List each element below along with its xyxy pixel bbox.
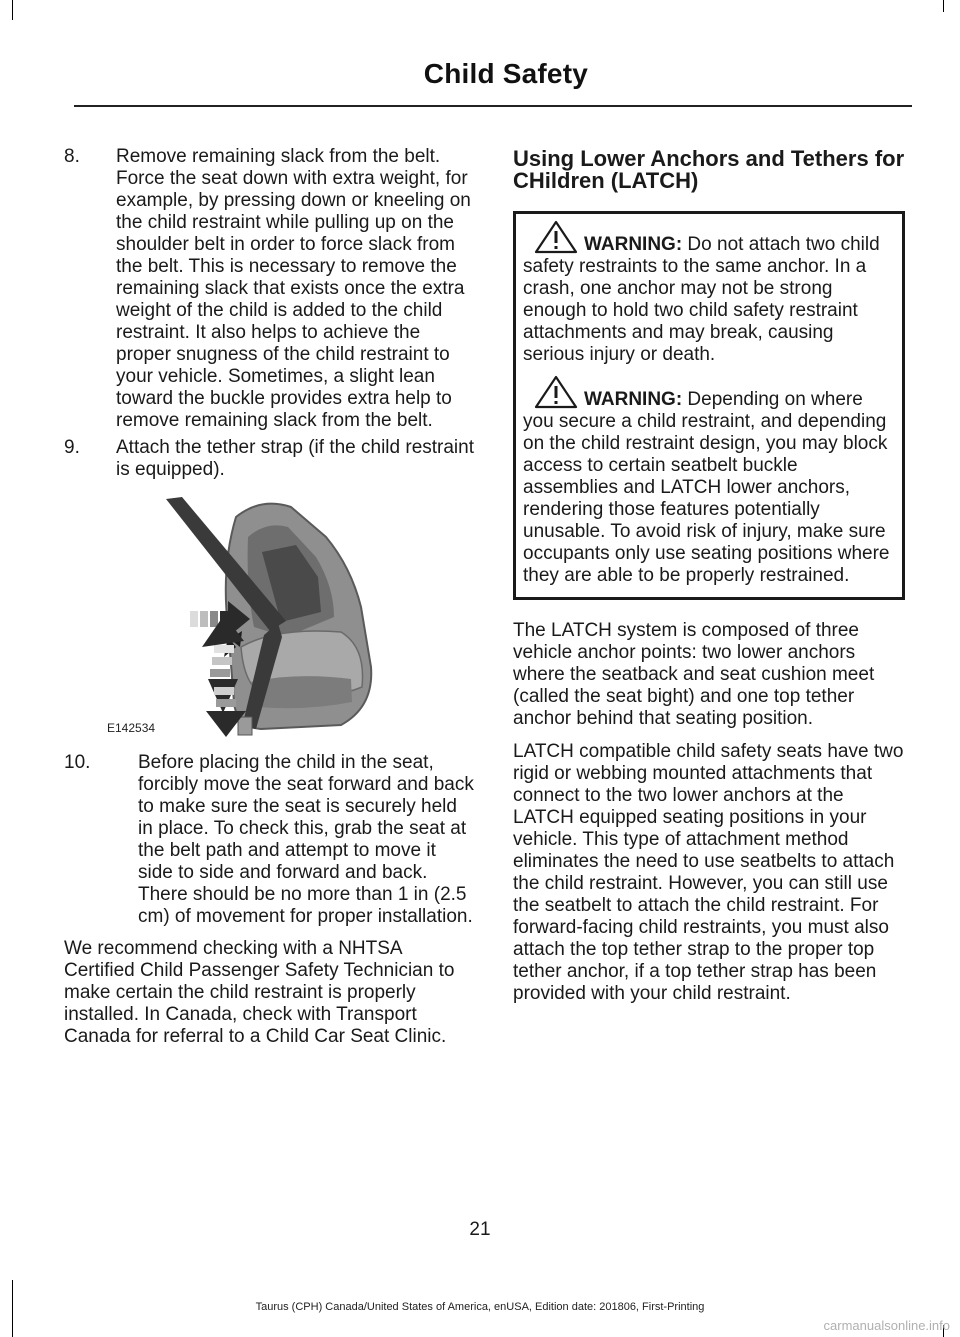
step-10: [64, 752, 474, 928]
step-text: Remove remaining slack from the belt. Force the seat down with extra weight, for example, by pressing down or kneeling on the child restraint while pulling up on the shoulder belt in order to force slack from the belt. This is necessary to remove the remaining slack that exists once the extra weight of the child is added to the child restraint. It also helps to achieve the proper snugness of the child restraint to your vehicle. Sometimes, a slight lean toward the buckle provides extra help to remove remaining slack from the belt.: [116, 146, 471, 431]
watermark: carmanualsonline.info: [823, 1318, 950, 1333]
page-number: 21: [469, 1219, 491, 1240]
step-number: 9.: [64, 437, 80, 458]
warning-triangle-icon: [532, 220, 580, 254]
warning-text: Depending on where you secure a child restraint, and depending on the child restraint design, you may block access to certain seatbelt buckle assemblies and LATCH lower anchors, rendering those features potentially unusable. To avoid risk of injury, make sure occupants only use seating positions where they are able to be properly restrained.: [523, 389, 890, 586]
recommendation-paragraph: We recommend checking with a NHTSA Certified Child Passenger Safety Technician to make certain the child restraint is properly installed. In Canada, check with Transport Canada for referral to a Child Car Seat Clinic.: [64, 938, 455, 1047]
crop-mark-top-right: [943, 0, 944, 12]
latch-paragraph-1: The LATCH system is composed of three vehicle anchor points: two lower anchors where the seatback and seat cushion meet (called the seat bight) and one top tether anchor behind that seating position.: [513, 620, 875, 729]
child-seat-illustration: [166, 497, 426, 739]
page-header-title: Child Safety: [423, 58, 588, 89]
step-9: [64, 437, 474, 481]
warning-triangle-icon: [532, 375, 580, 409]
warning-label: WARNING:: [584, 234, 683, 255]
footer-note: Taurus (CPH) Canada/United States of America, enUSA, Edition date: 201806, First-Printing: [255, 1301, 705, 1313]
section-title: Using Lower Anchors and Tethers for CHildren (LATCH): [513, 146, 905, 193]
step-text: Attach the tether strap (if the child restraint is equipped).: [116, 437, 475, 480]
warning-text: Do not attach two child safety restraints to the same anchor. In a crash, one anchor may not be strong enough to hold two child safety restraint attachments and may break, causing serious injury or death.: [523, 234, 880, 365]
warning-item: [523, 220, 896, 366]
child-seat-figure: [107, 497, 426, 739]
left-column: [64, 146, 474, 1059]
step-number: 8.: [64, 146, 80, 167]
right-column: [513, 146, 905, 1016]
header-rule: [74, 105, 912, 107]
latch-paragraph-2: LATCH compatible child safety seats have two rigid or webbing mounted attachments that connect to the two lower anchors at the LATCH equipped seating positions in your vehicle. This type of attachment method eliminates the need to use seatbelts to attach the child restraint. However, you can still use the seatbelt to attach the child restraint. For forward-facing child restraints, you must also attach the top tether strap to the proper top tether anchor, if a top tether strap has been provided with your child restraint.: [513, 741, 904, 1004]
step-8: [64, 146, 474, 432]
step-number: 10.: [64, 752, 91, 773]
warning-item: [523, 375, 896, 587]
crop-mark-top-left: [12, 0, 13, 20]
step-text: Before placing the child in the seat, forcibly move the seat forward and back to make sure the seat is securely held in place. To check this, grab the seat at the belt path and attempt to move it side to side and forward and back. There should be no more than 1 in (2.5 cm) of movement for proper installation.: [138, 752, 474, 927]
warning-label: WARNING:: [584, 389, 683, 410]
figure-code: E142534: [107, 721, 156, 735]
warning-box: [513, 211, 905, 600]
